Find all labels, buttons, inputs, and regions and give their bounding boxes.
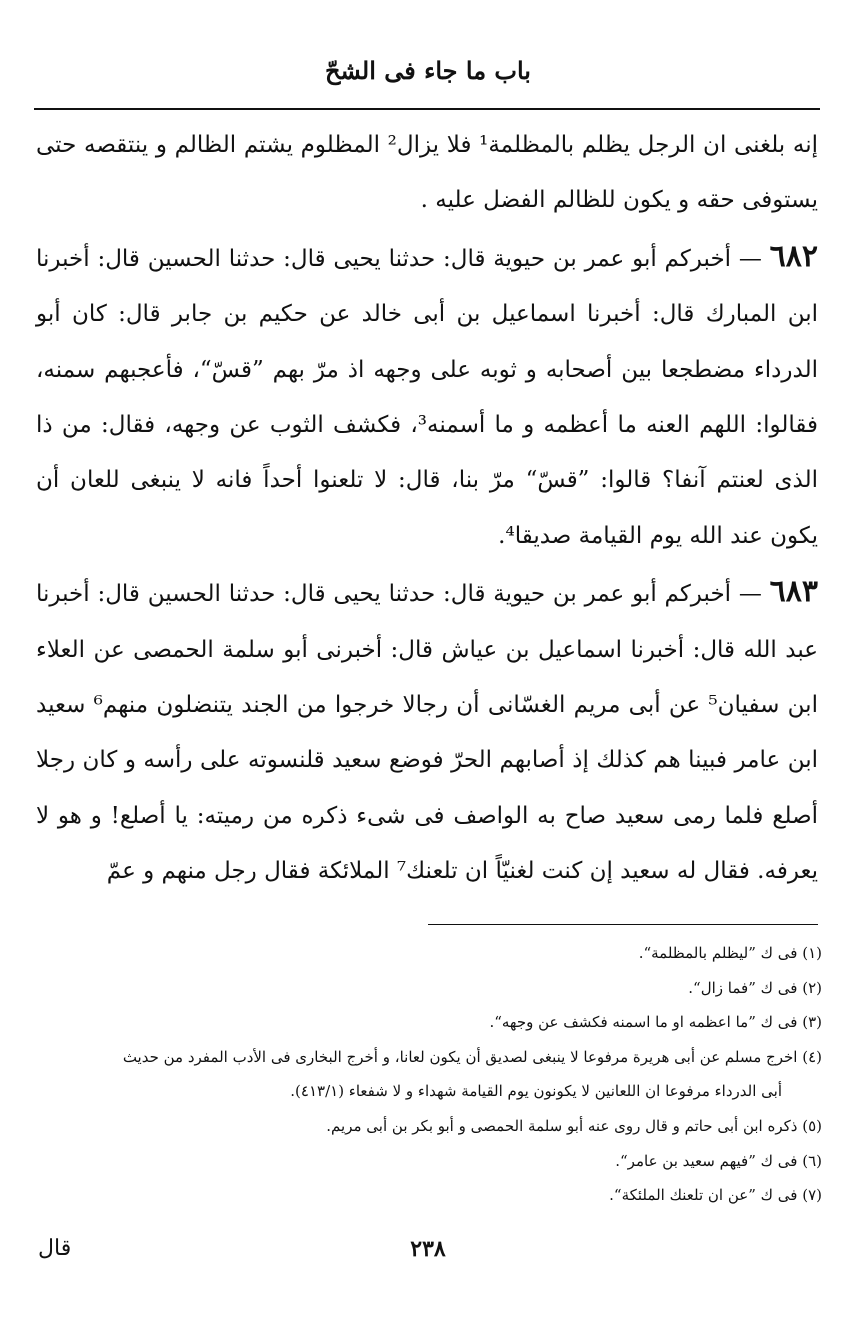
catchword: قال bbox=[38, 1236, 72, 1261]
hadith-682 bbox=[36, 229, 818, 564]
hadith-number: ٦٨٢ bbox=[769, 238, 818, 274]
main-text bbox=[36, 118, 818, 900]
hadith-683 bbox=[36, 564, 818, 899]
footnote-3: (٣) فى ك ”ما اعظمه او ما اسمنه فكشف عن وجهه“. bbox=[489, 1013, 822, 1032]
hadith-text: — أخبركم أبو عمر بن حيوية قال: حدثنا يحيى قال: حدثنا الحسين قال: أخبرنا ابن المبارك قال: أخبرنا اسماعيل بن أبى خالد عن حكيم بن جابر قال: كان أبو الدرداء مضطجعا بين أصحابه و ثوبه على وجهه اذ مرّ بهم ”قسّ“، فأعجبهم سمنه، فقالوا: اللهم العنه ما أعظمه و ما أسمنه³، فكشف الثوب عن وجهه، فقال: من ذا الذى لعنتم آنفا؟ قالوا: ”قسّ“ مرّ بنا، قال: لا تلعنوا أحداً فانه لا ينبغى للعان أن يكون عند الله يوم القيامة صديقا⁴. bbox=[36, 245, 818, 549]
paragraph-continuation: إنه بلغنى ان الرجل يظلم بالمظلمة¹ فلا يزال² المظلوم يشتم الظالم و ينتقصه حتى يستوفى حقه و يكون للظالم الفضل عليه . bbox=[36, 132, 818, 214]
footnote-5: (٥) ذكره ابن أبى حاتم و قال روى عنه أبو سلمة الحمصى و أبو بكر بن أبى مريم. bbox=[326, 1116, 822, 1135]
footnote-2: (٢) فى ك ”فما زال“. bbox=[688, 978, 822, 997]
footnote-1: (١) فى ك ”ليظلم بالمظلمة“. bbox=[638, 944, 822, 962]
page-title: باب ما جاء فى الشحّ bbox=[325, 56, 531, 85]
footnote-4: (٤) اخرج مسلم عن أبى هريرة مرفوعا لا ينبغى لصديق أن يكون لعانا، و أخرج البخارى فى الأدب المفرد من حديث bbox=[122, 1047, 822, 1066]
header-divider bbox=[34, 108, 820, 110]
hadith-text: — أخبركم أبو عمر بن حيوية قال: حدثنا يحيى قال: حدثنا الحسين قال: أخبرنا عبد الله قال: أخبرنا اسماعيل بن عياش قال: أخبرنى أبو سلمة الحمصى عن العلاء ابن سفيان⁵ عن أبى مريم الغسّانى أن رجالا خرجوا من الجند يتنضلون منهم⁶ سعيد ابن عامر فبينا هم كذلك إذ أصابهم الحرّ فوضع سعيد قلنسوته على رأسه و كان رجلا أصلع فلما رمى سعيد صاح به الواصف فى شىء ذكره من رميته: يا أصلع! و هو لا يعرفه. فقال له سعيد إن كنت لغنيّاً ان تلعنك⁷ الملائكة فقال رجل منهم و عمّ bbox=[36, 581, 818, 885]
hadith-number: ٦٨٣ bbox=[769, 574, 818, 610]
footnote-6: (٦) فى ك ”فيهم سعيد بن عامر“. bbox=[615, 1151, 822, 1170]
page-number: ٢٣٨ bbox=[410, 1236, 446, 1262]
footnotes bbox=[36, 936, 822, 1213]
footnote-divider bbox=[428, 924, 818, 925]
footnote-4-continuation: أبى الدرداء مرفوعا ان اللعانين لا يكونون يوم القيامة شهداء و لا شفعاء (٤١٣/١). bbox=[290, 1082, 782, 1101]
footnote-7: (٧) فى ك ”عن ان تلعنك الملئكة“. bbox=[609, 1186, 822, 1205]
